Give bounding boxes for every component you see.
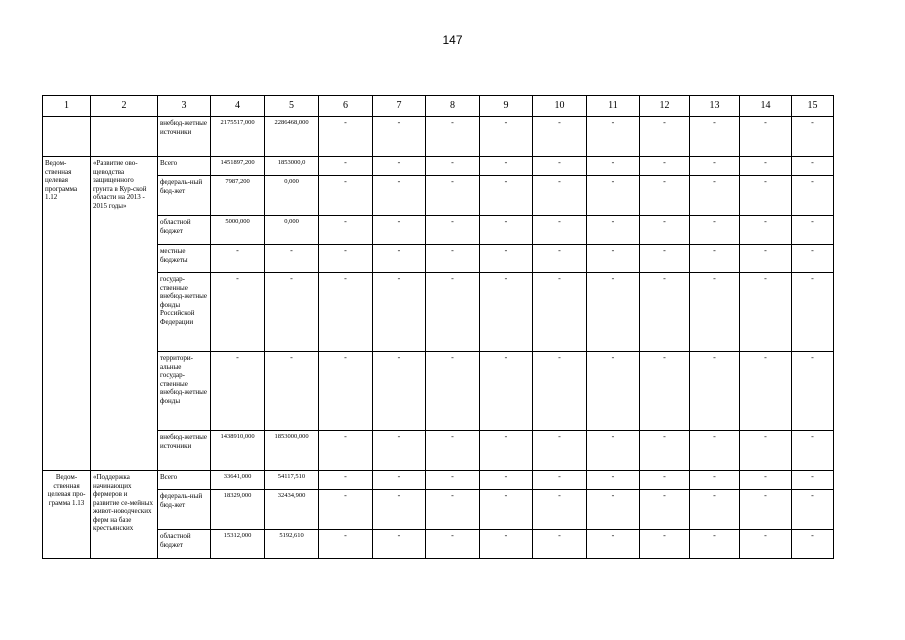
header-cell: 6 [319, 96, 373, 117]
dash-cell: - [533, 216, 587, 245]
header-cell: 13 [690, 96, 740, 117]
dash-cell: - [533, 157, 587, 176]
dash-cell: - [640, 273, 690, 352]
dash-cell: - [587, 216, 640, 245]
dash-cell: - [373, 352, 426, 431]
dash-cell: - [740, 471, 792, 490]
value-col4: 33641,000 [211, 471, 265, 490]
dash-cell: - [690, 117, 740, 157]
dash-cell: - [792, 530, 834, 559]
dash-cell: - [690, 490, 740, 530]
dash-cell: - [740, 157, 792, 176]
value-col5: - [265, 352, 319, 431]
program-code-cell [43, 117, 91, 157]
dash-cell: - [319, 157, 373, 176]
table-row [43, 157, 834, 176]
funding-source-cell: Всего [158, 471, 211, 490]
dash-cell: - [640, 431, 690, 471]
value-col4: - [211, 245, 265, 273]
dash-cell: - [792, 117, 834, 157]
dash-cell: - [533, 352, 587, 431]
dash-cell: - [587, 490, 640, 530]
dash-cell: - [690, 530, 740, 559]
dash-cell: - [740, 245, 792, 273]
value-col4: - [211, 273, 265, 352]
dash-cell: - [373, 245, 426, 273]
value-col5: 54117,510 [265, 471, 319, 490]
dash-cell: - [319, 530, 373, 559]
table-row [43, 176, 834, 216]
dash-cell: - [690, 176, 740, 216]
table-row [43, 273, 834, 352]
dash-cell: - [373, 216, 426, 245]
header-cell: 11 [587, 96, 640, 117]
funding-source-cell: территори-альные государ-ственные внебюд-жетные фонды [158, 352, 211, 431]
header-cell: 4 [211, 96, 265, 117]
dash-cell: - [640, 216, 690, 245]
value-col5: 32434,900 [265, 490, 319, 530]
budget-table [42, 95, 834, 559]
dash-cell: - [426, 117, 480, 157]
dash-cell: - [740, 530, 792, 559]
dash-cell: - [690, 245, 740, 273]
funding-source-cell: Всего [158, 157, 211, 176]
value-col5: 0,000 [265, 176, 319, 216]
header-cell: 10 [533, 96, 587, 117]
dash-cell: - [792, 216, 834, 245]
dash-cell: - [319, 245, 373, 273]
dash-cell: - [690, 216, 740, 245]
dash-cell: - [480, 431, 533, 471]
dash-cell: - [792, 471, 834, 490]
dash-cell: - [640, 490, 690, 530]
dash-cell: - [640, 176, 690, 216]
value-col5: - [265, 273, 319, 352]
header-row [43, 96, 834, 117]
dash-cell: - [587, 245, 640, 273]
dash-cell: - [480, 471, 533, 490]
table-row [43, 352, 834, 431]
dash-cell: - [533, 176, 587, 216]
header-cell: 1 [43, 96, 91, 117]
dash-cell: - [533, 530, 587, 559]
header-cell: 5 [265, 96, 319, 117]
dash-cell: - [533, 273, 587, 352]
funding-source-cell: федераль-ный бюд-жет [158, 176, 211, 216]
dash-cell: - [690, 431, 740, 471]
dash-cell: - [792, 245, 834, 273]
dash-cell: - [319, 471, 373, 490]
dash-cell: - [740, 431, 792, 471]
table-row [43, 471, 834, 490]
funding-source-cell: областной бюджет [158, 530, 211, 559]
program-title-cell [91, 117, 158, 157]
program-title-cell: «Развитие ово-щеводства защищенного грунта в Кур-ской области на 2013 - 2015 годы» [91, 157, 158, 471]
dash-cell: - [533, 471, 587, 490]
dash-cell: - [587, 431, 640, 471]
dash-cell: - [640, 245, 690, 273]
dash-cell: - [640, 530, 690, 559]
dash-cell: - [792, 431, 834, 471]
dash-cell: - [373, 117, 426, 157]
value-col4: - [211, 352, 265, 431]
dash-cell: - [740, 216, 792, 245]
dash-cell: - [480, 216, 533, 245]
dash-cell: - [373, 176, 426, 216]
dash-cell: - [319, 273, 373, 352]
dash-cell: - [587, 530, 640, 559]
dash-cell: - [319, 176, 373, 216]
dash-cell: - [740, 117, 792, 157]
dash-cell: - [373, 431, 426, 471]
funding-source-cell: областной бюджет [158, 216, 211, 245]
value-col5: 5192,610 [265, 530, 319, 559]
dash-cell: - [740, 176, 792, 216]
value-col4: 1451897,200 [211, 157, 265, 176]
dash-cell: - [587, 471, 640, 490]
header-cell: 3 [158, 96, 211, 117]
program-code-cell: Ведом-ственная целевая про-грамма 1.13 [43, 471, 91, 559]
funding-source-cell: внебюд-жетные источники [158, 117, 211, 157]
dash-cell: - [373, 471, 426, 490]
header-cell: 14 [740, 96, 792, 117]
dash-cell: - [426, 273, 480, 352]
dash-cell: - [480, 176, 533, 216]
dash-cell: - [319, 352, 373, 431]
dash-cell: - [640, 471, 690, 490]
value-col4: 2175517,000 [211, 117, 265, 157]
dash-cell: - [319, 216, 373, 245]
dash-cell: - [426, 157, 480, 176]
dash-cell: - [690, 352, 740, 431]
dash-cell: - [533, 490, 587, 530]
funding-source-cell: местные бюджеты [158, 245, 211, 273]
dash-cell: - [319, 117, 373, 157]
dash-cell: - [373, 490, 426, 530]
value-col4: 5000,000 [211, 216, 265, 245]
value-col5: 1853000,000 [265, 431, 319, 471]
dash-cell: - [587, 273, 640, 352]
table-row [43, 431, 834, 471]
header-cell: 2 [91, 96, 158, 117]
dash-cell: - [480, 273, 533, 352]
dash-cell: - [480, 352, 533, 431]
header-cell: 15 [792, 96, 834, 117]
dash-cell: - [426, 431, 480, 471]
dash-cell: - [480, 157, 533, 176]
dash-cell: - [480, 490, 533, 530]
dash-cell: - [792, 490, 834, 530]
dash-cell: - [690, 471, 740, 490]
value-col5: 0,000 [265, 216, 319, 245]
dash-cell: - [426, 530, 480, 559]
table-row [43, 245, 834, 273]
dash-cell: - [480, 245, 533, 273]
dash-cell: - [587, 117, 640, 157]
dash-cell: - [740, 352, 792, 431]
value-col4: 1438910,000 [211, 431, 265, 471]
dash-cell: - [690, 273, 740, 352]
funding-source-cell: внебюд-жетные источники [158, 431, 211, 471]
value-col5: 2286468,000 [265, 117, 319, 157]
dash-cell: - [426, 216, 480, 245]
dash-cell: - [426, 352, 480, 431]
dash-cell: - [587, 352, 640, 431]
dash-cell: - [319, 490, 373, 530]
header-cell: 12 [640, 96, 690, 117]
table-row [43, 117, 834, 157]
value-col4: 7987,200 [211, 176, 265, 216]
dash-cell: - [792, 273, 834, 352]
dash-cell: - [740, 490, 792, 530]
dash-cell: - [373, 273, 426, 352]
page-number: 147 [442, 33, 463, 47]
program-code-cell: Ведом-ственная целевая программа 1.12 [43, 157, 91, 471]
dash-cell: - [533, 431, 587, 471]
value-col5: - [265, 245, 319, 273]
dash-cell: - [690, 157, 740, 176]
dash-cell: - [640, 117, 690, 157]
dash-cell: - [426, 245, 480, 273]
value-col4: 18329,000 [211, 490, 265, 530]
dash-cell: - [640, 352, 690, 431]
table-row [43, 216, 834, 245]
program-title-cell: «Поддержка начинающих фермеров и развитие се-мейных живот-новодческих ферм на базе крестьянских [91, 471, 158, 559]
dash-cell: - [587, 157, 640, 176]
value-col4: 15312,000 [211, 530, 265, 559]
dash-cell: - [480, 530, 533, 559]
funding-source-cell: государ-ственные внебюд-жетные фонды Российской Федерации [158, 273, 211, 352]
dash-cell: - [533, 245, 587, 273]
header-cell: 7 [373, 96, 426, 117]
dash-cell: - [373, 530, 426, 559]
header-cell: 8 [426, 96, 480, 117]
value-col5: 1853000,0 [265, 157, 319, 176]
dash-cell: - [792, 176, 834, 216]
dash-cell: - [319, 431, 373, 471]
dash-cell: - [740, 273, 792, 352]
dash-cell: - [533, 117, 587, 157]
table-row [43, 490, 834, 530]
header-cell: 9 [480, 96, 533, 117]
funding-source-cell: федераль-ный бюд-жет [158, 490, 211, 530]
dash-cell: - [480, 117, 533, 157]
dash-cell: - [426, 471, 480, 490]
dash-cell: - [792, 352, 834, 431]
table-row [43, 530, 834, 559]
dash-cell: - [792, 157, 834, 176]
dash-cell: - [587, 176, 640, 216]
dash-cell: - [426, 490, 480, 530]
dash-cell: - [640, 157, 690, 176]
dash-cell: - [426, 176, 480, 216]
dash-cell: - [373, 157, 426, 176]
